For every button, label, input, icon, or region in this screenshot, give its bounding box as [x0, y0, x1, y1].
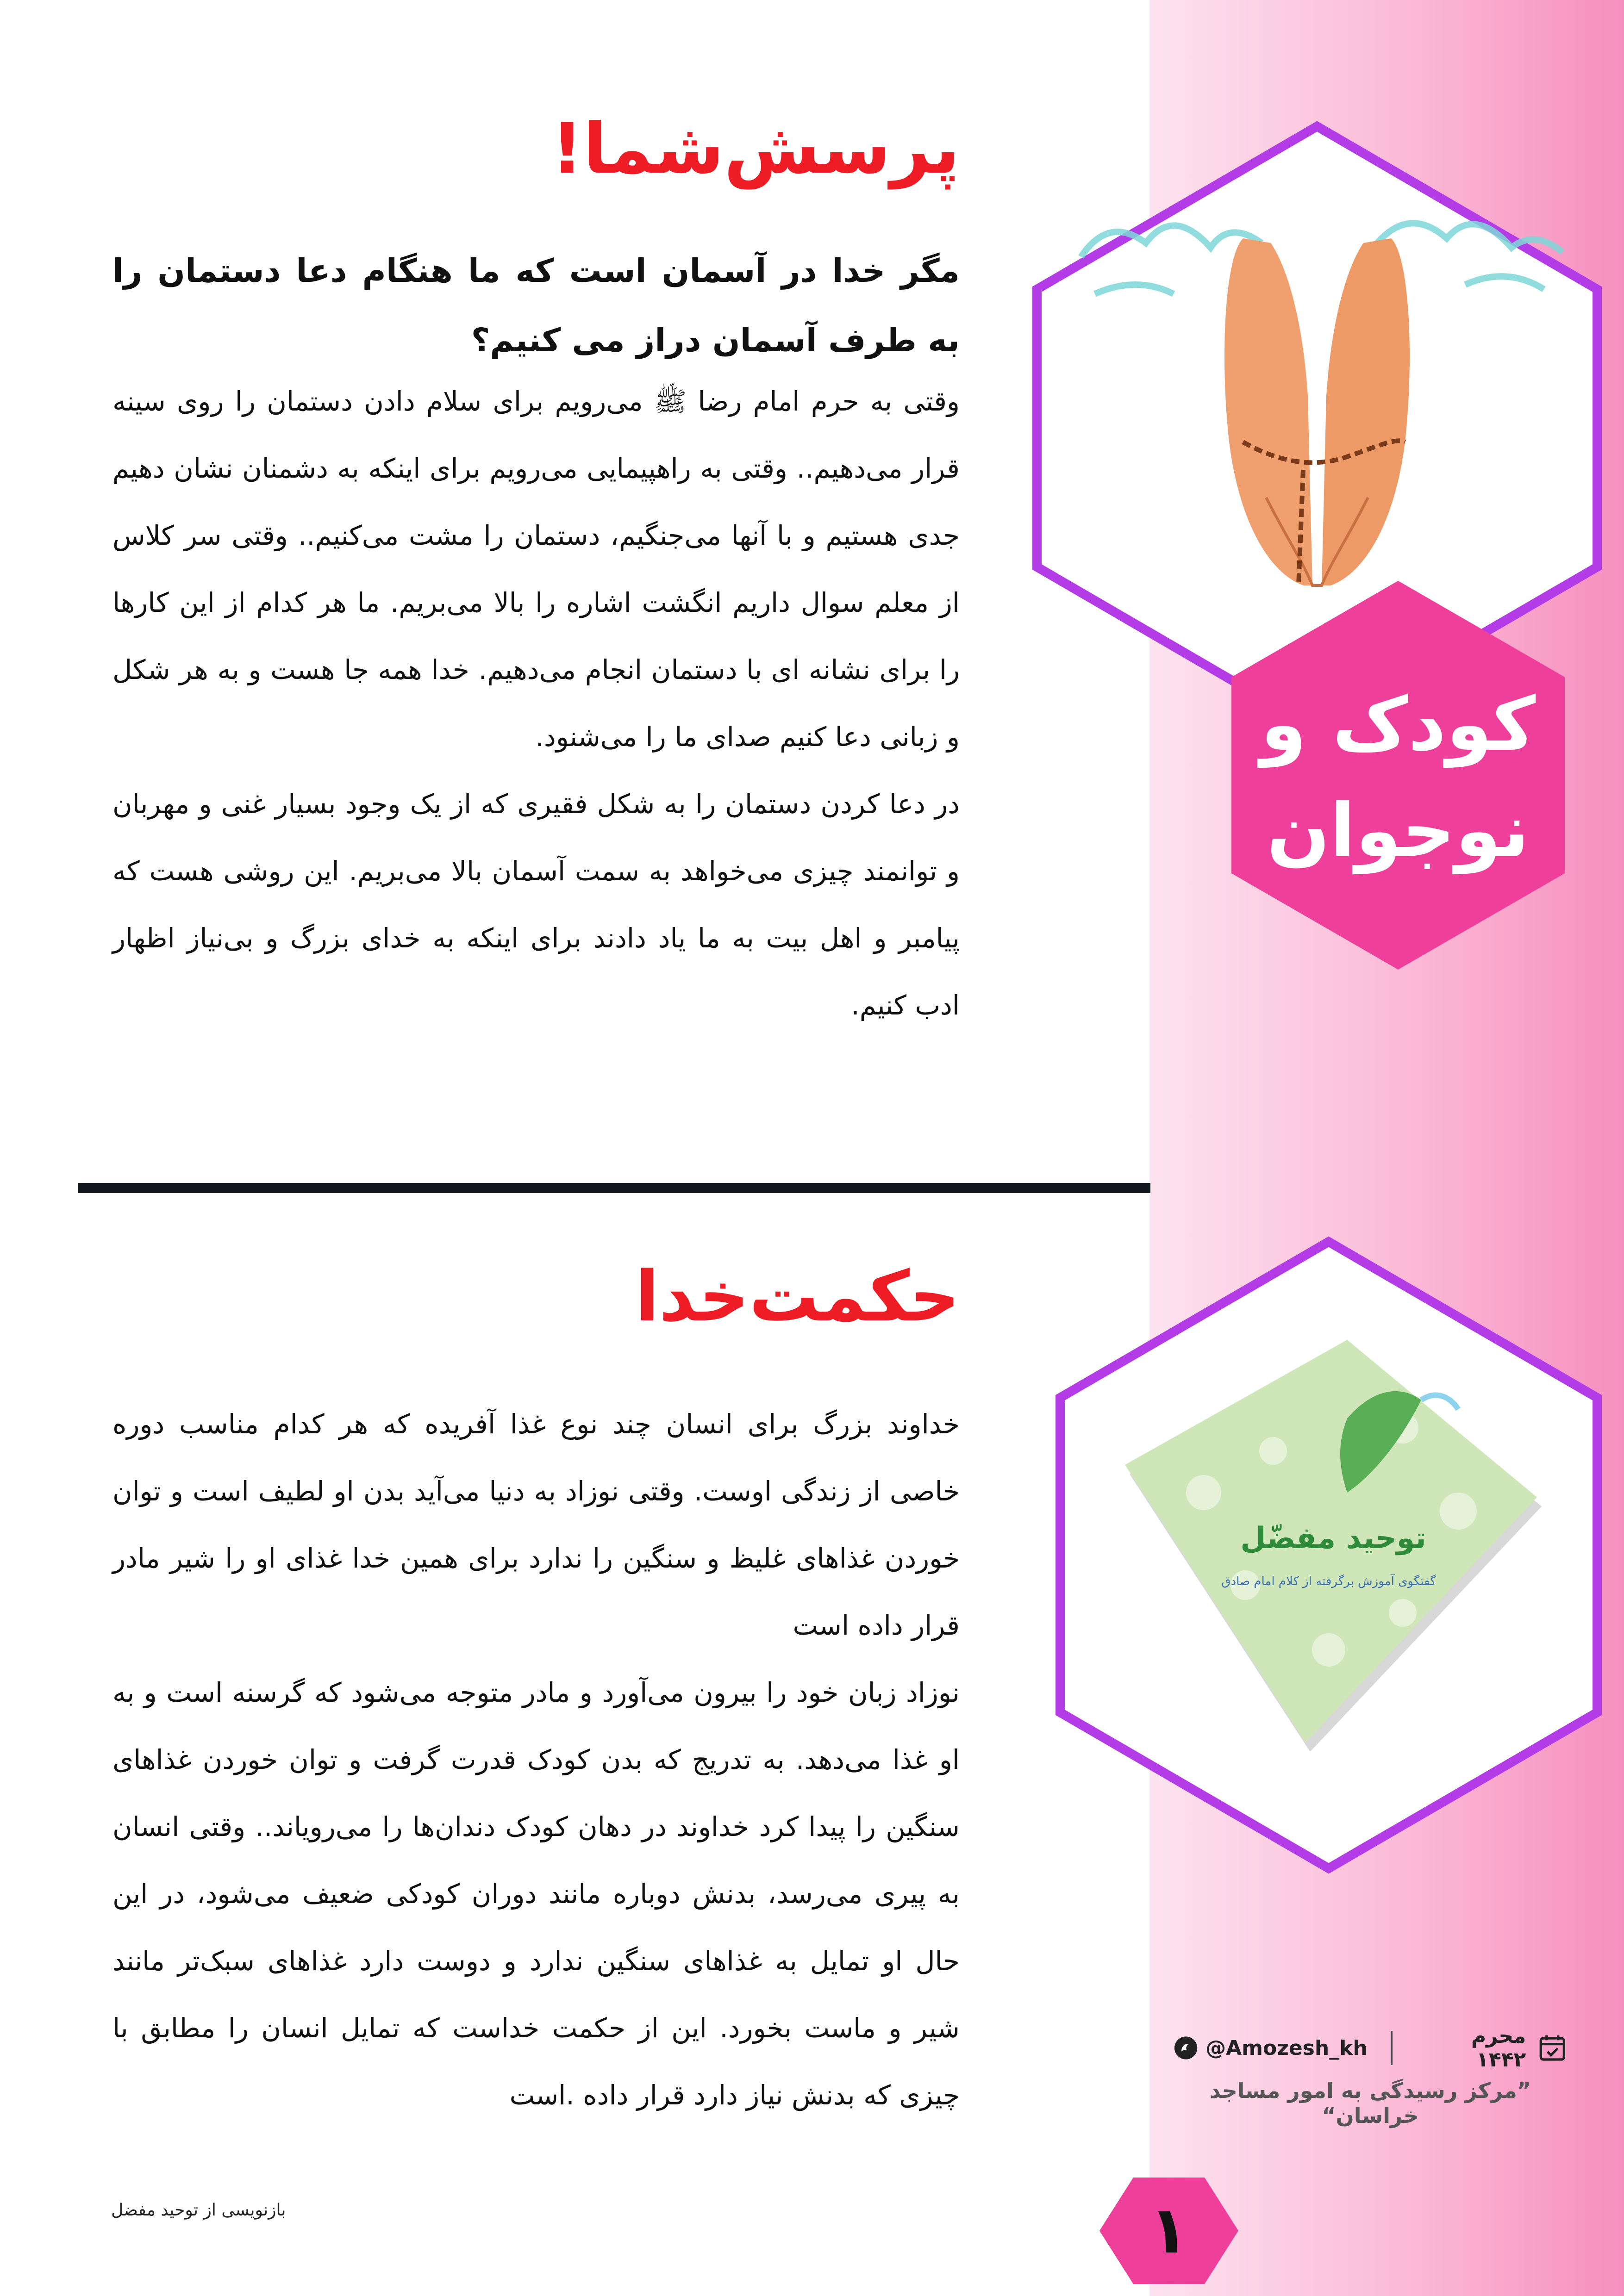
section2-paragraph: نوزاد زبان خود را بیرون می‌آورد و مادر متوجه می‌شود که گرسنه است و به او غذا می‌دهد. به تدریج که بدن کودک قدرت گرفت و توان خوردن غذاهای سنگین را پیدا کرد خداوند در دهان کودک دندان‌ها را می‌رویاند.. وقتی انسان به پیری می‌رسد، بدنش دوباره مانند دوران کودکی ضعیف می‌شود، در این حال او تمایل به غذاهای سنگین ندارد و دوست دارد غذاهای سبک‌تر مانند شیر و ماست بخورد. این از حکمت خداست که تمایل انسان را مطابق با چیزی که بدنش نیاز دارد قرار داده .است	[112, 1677, 960, 2111]
category-badge-label	[1222, 671, 1574, 884]
badge-line-2: نوجوان	[1267, 787, 1530, 874]
badge-line-1: کودک و	[1260, 681, 1536, 767]
section2-title: حکمت‌خدا	[635, 1257, 960, 1337]
issue-date: محرم ۱۴۴۲	[1471, 2024, 1526, 2072]
section1-paragraph: وقتی به حرم امام رضا ﷺ می‌رویم برای سلام دادن دستمان را روی سینه قرار می‌دهیم.. وقتی به راهپیمایی می‌رویم برای اینکه به دشمنان نشان دهیم جدی هستیم و با آنها می‌جنگیم، دستمان را مشت می‌کنیم.. وقتی سر کلاس از معلم سوال داریم انگشت اشاره را بالا می‌بریم. ما هر کدام از این کارها را برای نشانه ای با دستمان انجام می‌دهیم. خدا همه جا هست و به هر شکل و زبانی دعا کنیم صدای ما را می‌شنود.	[112, 386, 960, 753]
section1-paragraph: در دعا کردن دستمان را به شکل فقیری که از یک وجود بسیار غنی و مهربان و توانمند چیزی می‌خواهد به سمت آسمان بالا می‌بریم. این روشی هست که پیامبر و اهل بیت به ما یاد دادند برای اینکه به خدای بزرگ و بی‌نیاز اظهار ادب کنیم.	[112, 788, 960, 1021]
footer-separator	[1391, 2031, 1393, 2065]
section-divider	[78, 1183, 1150, 1193]
section1-question: مگر خدا در آسمان است که ما هنگام دعا دستمان را به طرف آسمان دراز می کنیم؟	[112, 252, 960, 359]
calendar-check-icon	[1538, 2033, 1567, 2063]
social-handle: @Amozesh_kh	[1206, 2036, 1368, 2060]
book-title: توحید مفضّل	[1240, 1521, 1426, 1556]
messenger-logo-icon	[1174, 2035, 1198, 2061]
organization-name: ”مرکز رسیدگی به امور مساجد خراسان“	[1209, 2078, 1531, 2128]
footer-info	[1174, 2024, 1567, 2072]
book-hexagon	[1051, 1233, 1606, 1877]
section1-title: پرسش‌شما!	[551, 109, 960, 189]
source-note: بازنویسی از توحید مفضل	[111, 2201, 286, 2220]
book-subtitle: گفتگوی آموزش برگرفته از کلام امام صادق	[1221, 1574, 1436, 1588]
page-number: ۱	[1149, 2193, 1189, 2268]
section2-paragraph: خداوند بزرگ برای انسان چند نوع غذا آفریده که هر کدام مناسب دوره خاصی از زندگی اوست. وقتی نوزاد به دنیا می‌آید بدن او لطیف است و توان خوردن غذاهای غلیظ و سنگین را ندارد برای همین خدا غذای او را شیر مادر قرار داده است	[112, 1408, 960, 1641]
